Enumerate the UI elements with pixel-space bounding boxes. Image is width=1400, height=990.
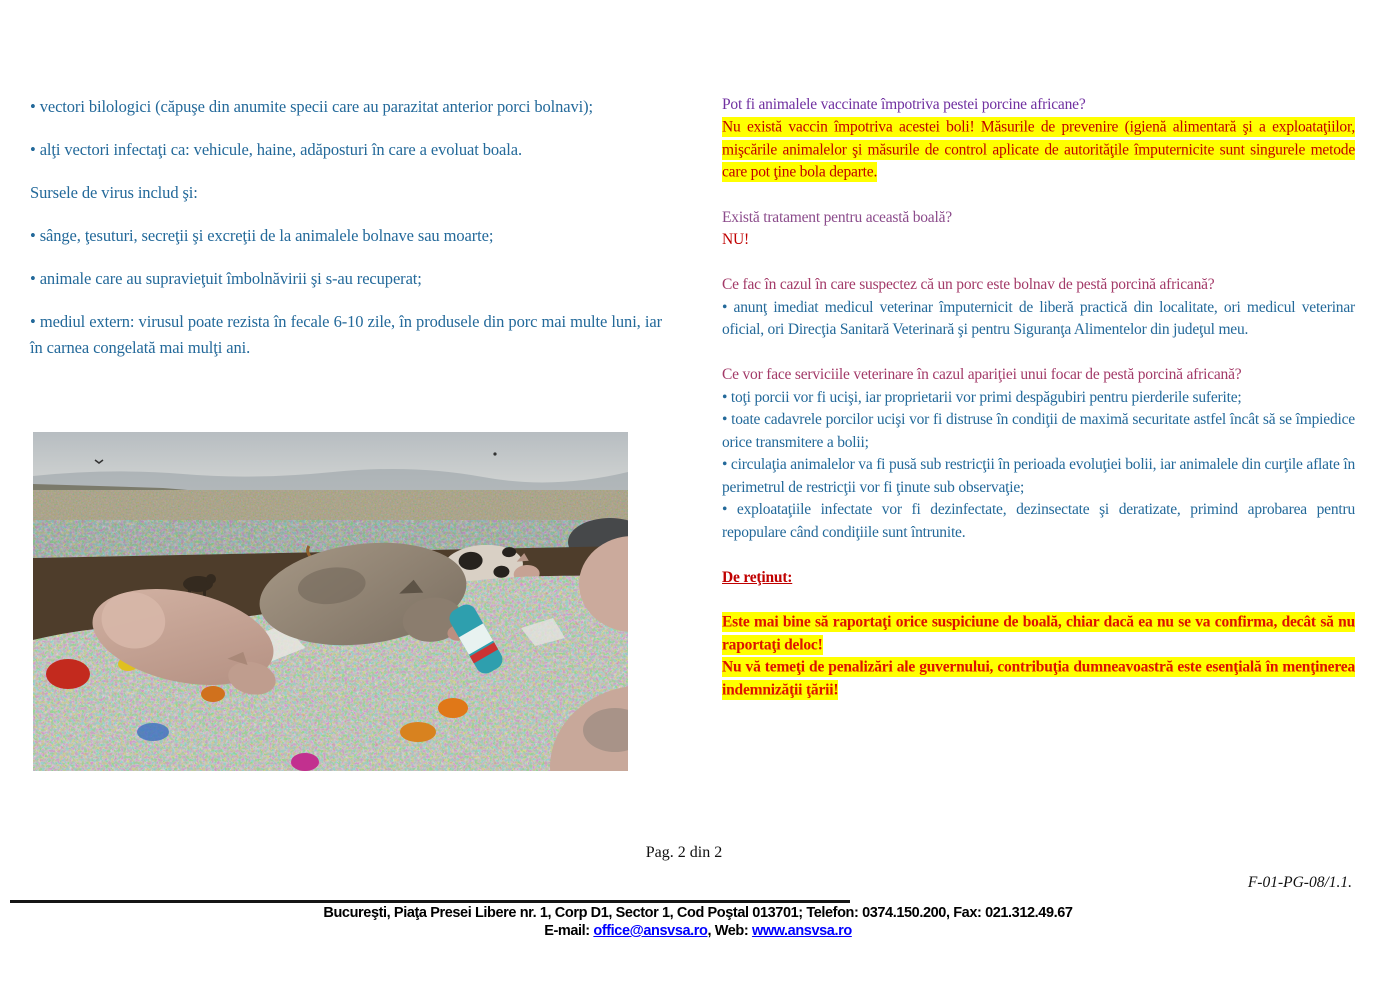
bullet-vectors-biological: • vectori bilologici (căpuşe din anumite specii care au parazitat anterior porci bolnavi); bbox=[30, 97, 594, 116]
bullet-environment: • mediul extern: virusul poate rezista în fecale 6-10 zile, în produsele din porc mai multe luni, iar în carnea congelată mai mulţi ani. bbox=[30, 312, 662, 357]
answer-suspect-case: • anunţ imediat medicul veterinar împuternicit de liberă practică din localitate, ori medicul veterinar oficial, ori Direcţia Sanitară Veterinară şi pentru Siguranţa Alimentelor din judeţul meu. bbox=[722, 298, 1355, 338]
note-heading: De reţinut: bbox=[722, 568, 793, 586]
question-vet-services: Ce vor face serviciile veterinare în cazul apariţiei unui focar de pestă porcină africană? bbox=[722, 366, 1242, 383]
web-link[interactable]: www.ansvsa.ro bbox=[751, 923, 852, 939]
footer-address: Bucureşti, Piaţa Presei Libere nr. 1, Corp D1, Sector 1, Cod Poştal 013701; Telefon: 0374.150.200, Fax: 021.312.49.67 bbox=[323, 905, 1073, 921]
answer-vaccine-highlighted: Nu există vaccin împotriva acestei boli! Măsurile de prevenire (igienă alimentară şi a exploataţiilor, mişcările animalelor şi măsurile de control aplicate de autorităţile împuternicite sunt singurele metode care pot ţine bola departe. bbox=[722, 118, 1355, 181]
answer-treatment: NU! bbox=[722, 231, 749, 248]
bullet-pigs-killed: • toţi porcii vor fi ucişi, iar proprietarii vor primi despăgubiri pentru pierderile suferite; bbox=[722, 388, 1242, 406]
question-vaccine: Pot fi animalele vaccinate împotriva pestei porcine africane? bbox=[722, 96, 1086, 113]
bullet-vectors-other: • alţi vectori infectaţi ca: vehicule, haine, adăposturi în care a evoluat boala. bbox=[30, 140, 522, 159]
footer-contact bbox=[0, 923, 1396, 939]
form-code: F-01-PG-08/1.1. bbox=[1247, 874, 1352, 891]
page-number: Pag. 2 din 2 bbox=[645, 844, 723, 861]
pigs-landfill-photo bbox=[33, 432, 628, 771]
bullet-carcasses-destroyed: • toate cadavrele porcilor ucişi vor fi distruse în condiţii de maximă securitate astfel încât să se împiedice orice transmitere a bolii; bbox=[722, 411, 1355, 451]
bullet-survivors: • animale care au supravieţuit îmbolnăvirii şi s-au recuperat; bbox=[30, 269, 422, 288]
question-treatment: Există tratament pentru această boală? bbox=[722, 208, 952, 226]
bullet-movement-restricted: • circulaţia animalelor va fi pusă sub restricţii în perioada evoluţiei bolii, iar animalele din curţile aflate în perimetrul de restricţii vor fi ţinute sub observaţie; bbox=[722, 456, 1355, 496]
virus-sources-heading: Sursele de virus includ şi: bbox=[30, 183, 198, 202]
bullet-blood: • sânge, ţesuturi, secreţii şi excreţii de la animalele bolnave sau moarte; bbox=[30, 226, 494, 245]
note-report-suspicion: Este mai bine să raportaţi orice suspiciune de boală, chiar dacă ea nu se va confirma, decât să nu raportaţi deloc! bbox=[722, 613, 1355, 653]
note-no-fear-penalties: Nu vă temeţi de penalizări ale guvernului, contribuţia dumneavoastră este esenţială în menţinerea indemnizăţii ţării! bbox=[722, 658, 1355, 698]
web-label: , Web: bbox=[707, 923, 752, 939]
left-column bbox=[30, 94, 662, 378]
email-label: E-mail: bbox=[544, 923, 594, 939]
footer-divider bbox=[10, 900, 850, 903]
question-suspect-case: Ce fac în cazul în care suspectez că un porc este bolnav de pestă porcină africană? bbox=[722, 276, 1215, 293]
bullet-farms-disinfected: • exploataţiile infectate vor fi dezinfectate, dezinsectate şi deratizate, primind aprobarea pentru repopulare când condiţiile sunt întrunite. bbox=[722, 501, 1355, 541]
email-link[interactable]: office@ansvsa.ro bbox=[593, 923, 708, 939]
right-column bbox=[722, 94, 1355, 702]
